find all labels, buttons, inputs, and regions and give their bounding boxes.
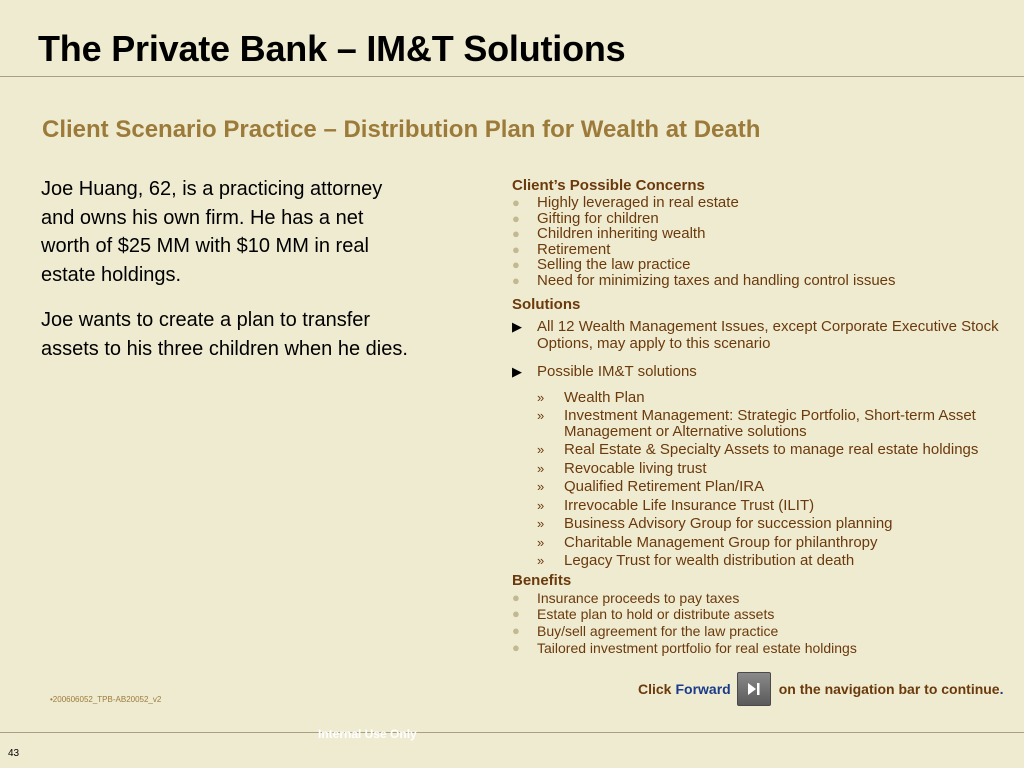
triangle-bullet-icon: ▶ (512, 364, 522, 379)
benefits-list (512, 590, 1012, 657)
list-item: ● Retirement (512, 240, 611, 258)
solutions-list (512, 319, 1012, 381)
page-number: 43 (8, 748, 20, 759)
bullet-dot-icon: ● (512, 226, 520, 241)
slide-subtitle: Client Scenario Practice – Distribution Plan for Wealth at Death (42, 116, 761, 143)
scenario-details (512, 177, 1012, 657)
benefits-heading: Benefits (512, 571, 572, 589)
nav-continue-label: on the navigation bar to continue (778, 681, 1000, 697)
list-item: ● Gifting for children (512, 209, 659, 227)
list-item: ▶ Possible IM&T solutions (512, 363, 697, 380)
navigation-hint (638, 672, 1003, 706)
bullet-dot-icon: ● (512, 210, 520, 226)
bullet-dot-icon: ● (512, 195, 520, 210)
list-item: » Legacy Trust for wealth distribution at death (537, 552, 855, 569)
list-item: » Real Estate & Specialty Assets to manage real estate holdings (537, 441, 979, 458)
list-item: ● Buy/sell agreement for the law practice (512, 623, 779, 640)
list-item: » Qualified Retirement Plan/IRA (537, 478, 765, 495)
nav-forward-label: Forward (675, 681, 731, 697)
scenario-paragraph: Joe Huang, 62, is a practicing attorney and owns his own firm. He has a net worth of $25 MM with $10 MM in real estate holdings. (41, 178, 383, 286)
list-item: ● Selling the law practice (512, 256, 691, 273)
list-item: ● Tailored investment portfolio for real estate holdings (512, 639, 857, 656)
list-item: » Irrevocable Life Insurance Trust (ILIT) (537, 496, 815, 514)
list-item: » Business Advisory Group for succession planning (537, 515, 893, 532)
scenario-description (41, 175, 411, 380)
chevron-bullet-icon: » (537, 553, 545, 568)
list-item: ● Estate plan to hold or distribute assets (512, 606, 775, 623)
skip-forward-icon (745, 681, 763, 697)
list-item: ● Insurance proceeds to pay taxes (512, 589, 740, 606)
chevron-bullet-icon: » (537, 516, 545, 531)
footer-divider (0, 732, 1024, 733)
internal-use-label: Internal Use Only (318, 727, 417, 741)
forward-button[interactable] (737, 672, 771, 706)
concerns-list (512, 195, 1012, 288)
list-item: » Investment Management: Strategic Portfolio, Short-term Asset Management or Alternative solutions (537, 407, 976, 440)
list-item: » Revocable living trust (537, 459, 707, 477)
list-item: » Charitable Management Group for philanthropy (537, 533, 878, 551)
scenario-paragraph: Joe wants to create a plan to transfer assets to his three children when he dies. (41, 309, 408, 360)
list-item: ● Highly leveraged in real estate (512, 194, 739, 211)
triangle-bullet-icon: ▶ (512, 319, 522, 334)
bullet-dot-icon: ● (512, 623, 520, 639)
list-item: ● Need for minimizing taxes and handling control issues (512, 271, 896, 289)
chevron-bullet-icon: » (537, 534, 545, 550)
document-id: •200606052_TPB-AB20052_v2 (50, 695, 162, 704)
bullet-dot-icon: ● (512, 272, 520, 288)
bullet-dot-icon: ● (512, 639, 520, 655)
list-item: » Wealth Plan (537, 388, 645, 406)
concerns-heading: Client’s Possible Concerns (512, 177, 705, 194)
bullet-dot-icon: ● (512, 589, 520, 605)
list-item: ▶ All 12 Wealth Management Issues, except Corporate Executive Stock Options, may apply to this scenario (512, 318, 999, 352)
chevron-bullet-icon: » (537, 497, 545, 513)
list-item: ● Children inheriting wealth (512, 225, 706, 242)
slide-title: The Private Bank – IM&T Solutions (38, 28, 626, 69)
nav-click-label: Click (638, 681, 672, 697)
chevron-bullet-icon: » (537, 460, 545, 476)
bullet-dot-icon: ● (512, 606, 520, 622)
chevron-bullet-icon: » (537, 408, 545, 423)
chevron-bullet-icon: » (537, 389, 545, 405)
title-divider (0, 76, 1024, 77)
chevron-bullet-icon: » (537, 442, 545, 457)
imt-solutions-list (537, 390, 1012, 569)
nav-period: . (999, 681, 1004, 697)
bullet-dot-icon: ● (512, 257, 520, 272)
bullet-dot-icon: ● (512, 241, 520, 257)
chevron-bullet-icon: » (537, 479, 545, 494)
solutions-heading: Solutions (512, 296, 581, 313)
